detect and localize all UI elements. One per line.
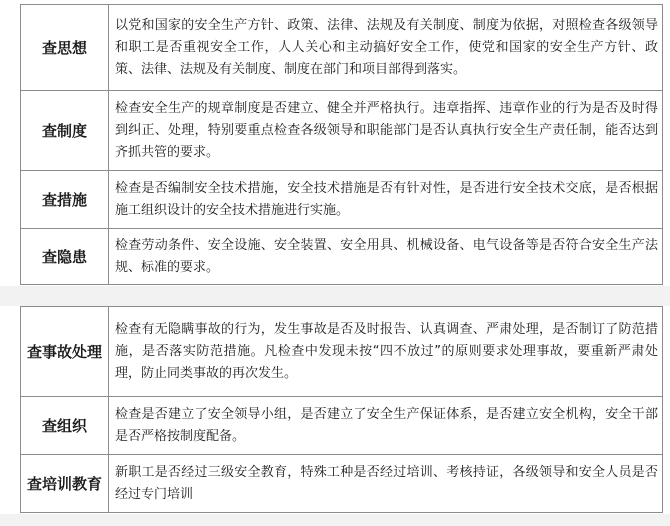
- row-label: 查组织: [21, 397, 109, 455]
- row-label: 查事故处理: [21, 307, 109, 397]
- row-description: 检查安全生产的规章制度是否建立、健全并严格执行。违章指挥、违章作业的行为是否及时得到纠正、处理，特别要重点检查各级领导和职能部门是否认真执行安全生产责任制，能否达到齐抓共管的要求。: [109, 91, 663, 171]
- table-row: [21, 91, 663, 171]
- row-label: 查培训教育: [21, 455, 109, 513]
- table-row: [21, 171, 663, 229]
- table-row: [21, 307, 663, 397]
- table-row: [21, 455, 663, 513]
- table-row: [21, 5, 663, 91]
- page-bottom-band: [0, 514, 670, 526]
- row-label: 查制度: [21, 91, 109, 171]
- row-description: 检查劳动条件、安全设施、安全装置、安全用具、机械设备、电气设备等是否符合安全生产法规、标准的要求。: [109, 229, 663, 285]
- row-label: 查思想: [21, 5, 109, 91]
- row-description: 以党和国家的安全生产方针、政策、法律、法规及有关制度、制度为依据，对照检查各级领导和职工是否重视安全工作，人人关心和主动搞好安全工作，使党和国家的安全生产方针、政策、法律、法规及有关制度、制度在部门和项目部得到落实。: [109, 5, 663, 91]
- row-label: 查隐患: [21, 229, 109, 285]
- row-description: 检查有无隐瞒事故的行为，发生事故是否及时报告、认真调查、严肃处理，是否制订了防范措施，是否落实防范措施。凡检查中发现未按“四不放过”的原则要求处理事故，要重新严肃处理，防止同类事故的再次发生。: [109, 307, 663, 397]
- table-row: [21, 397, 663, 455]
- section-gap: [0, 286, 670, 306]
- row-description: 检查是否编制安全技术措施，安全技术措施是否有针对性，是否进行安全技术交底，是否根据施工组织设计的安全技术措施进行实施。: [109, 171, 663, 229]
- inspection-table-bottom: [20, 306, 663, 513]
- row-description: 新职工是否经过三级安全教育，特殊工种是否经过培训、考核持证，各级领导和安全人员是否经过专门培训: [109, 455, 663, 513]
- row-label: 查措施: [21, 171, 109, 229]
- table-row: [21, 229, 663, 285]
- row-description: 检查是否建立了安全领导小组，是否建立了安全生产保证体系，是否建立安全机构，安全干部是否严格按制度配备。: [109, 397, 663, 455]
- inspection-table-top: [20, 4, 663, 285]
